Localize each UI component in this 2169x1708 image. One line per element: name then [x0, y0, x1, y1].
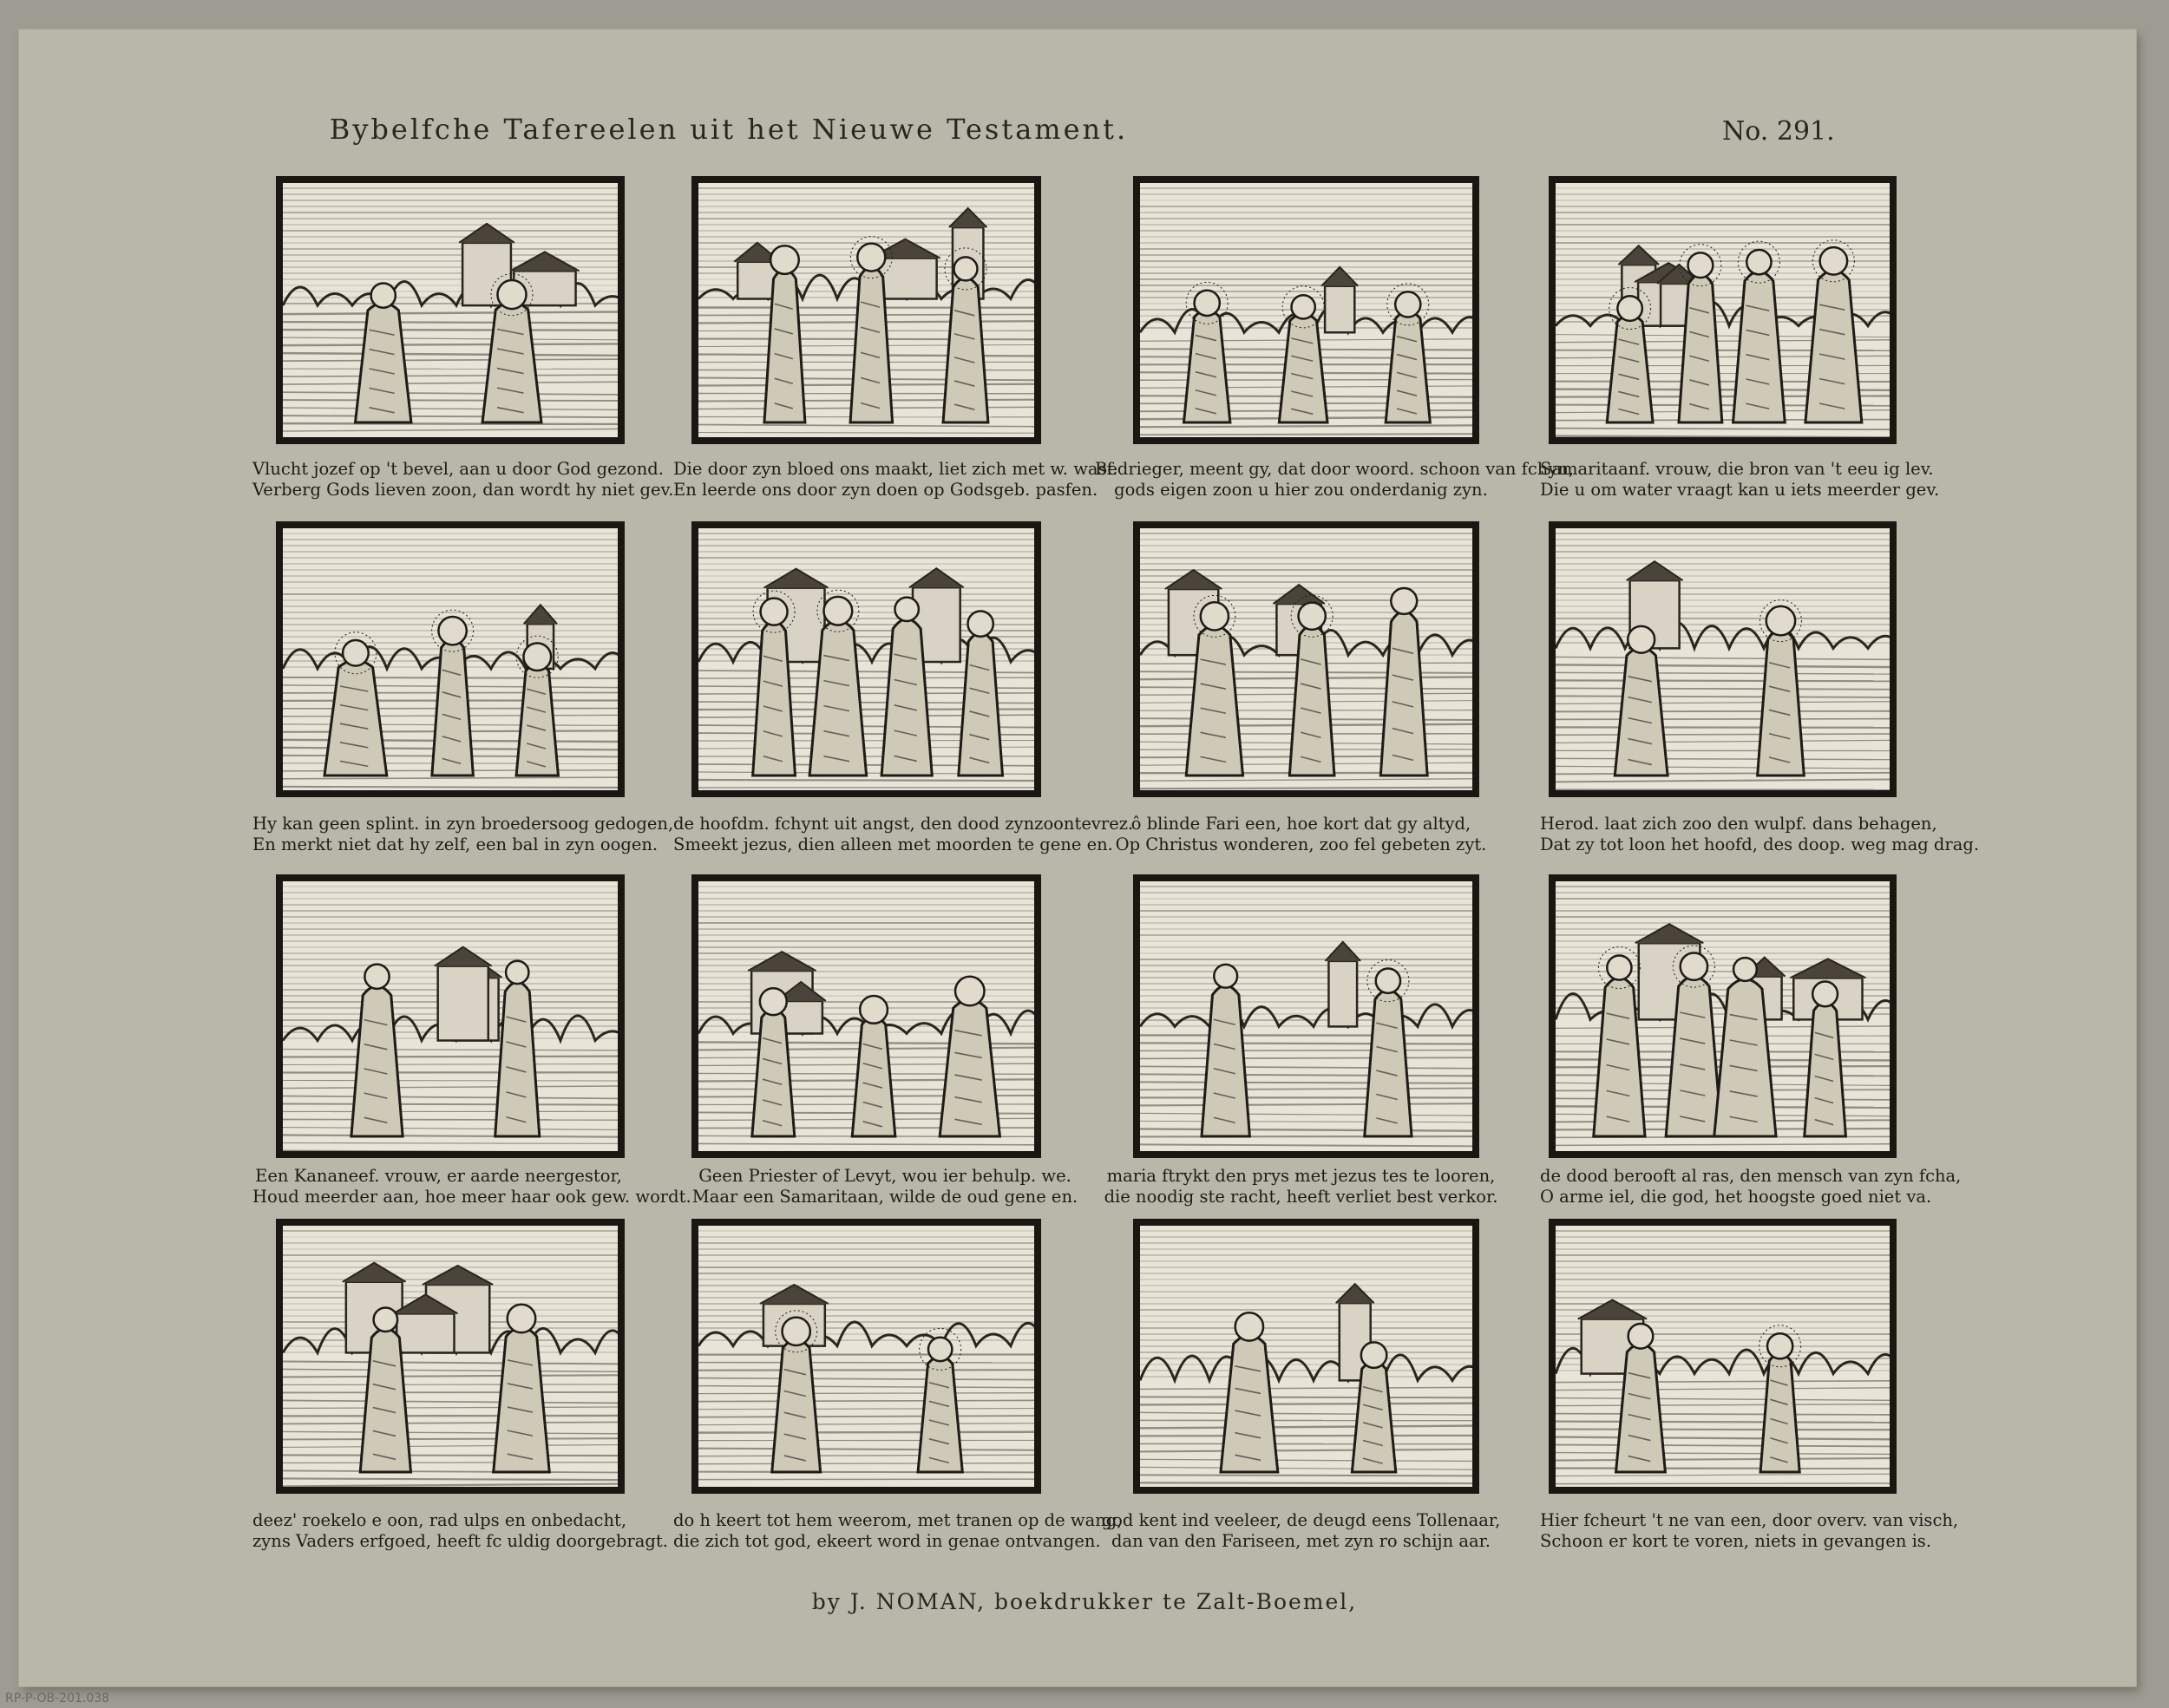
woodcut-panel — [1133, 1219, 1479, 1494]
caption-line: Hy kan geen splint. in zyn broedersoog gedogen, — [252, 814, 674, 834]
panel-caption — [252, 1166, 691, 1207]
sheet-number: No. 291. — [1722, 116, 1835, 147]
panel-caption — [673, 1510, 1123, 1552]
woodcut-panel — [1549, 176, 1897, 444]
caption-line: do h keert tot hem weerom, met tranen op de wang, — [673, 1510, 1123, 1530]
archive-mark: RP-P-OB-201.038 — [5, 1692, 110, 1705]
woodcut-panel — [276, 1219, 625, 1494]
caption-line: die noodig ste racht, heeft verliet best verkor. — [1104, 1187, 1498, 1207]
woodcut-panel — [1133, 874, 1479, 1158]
woodcut-panel — [1549, 1219, 1897, 1494]
panel-caption — [673, 1166, 1097, 1207]
caption-line: die zich tot god, ekeert word in genae ontvangen. — [673, 1531, 1101, 1551]
sheet-title: Bybelfche Tafereelen uit het Nieuwe Testament. — [329, 113, 1129, 146]
woodcut-panel — [276, 176, 625, 444]
caption-line: En leerde ons door zyn doen op Godsgeb. pasfen. — [673, 480, 1098, 500]
caption-line: dan van den Fariseen, met zyn ro schijn aar. — [1111, 1531, 1491, 1551]
panel-caption — [1095, 1510, 1507, 1552]
panel-caption — [673, 814, 1134, 855]
caption-line: Die u om water vraagt kan u iets meerder gev. — [1540, 480, 1940, 500]
caption-line: Maar een Samaritaan, wilde de oud gene en. — [691, 1187, 1078, 1207]
woodcut-panel — [691, 874, 1041, 1158]
panel-caption — [252, 1510, 668, 1552]
woodcut-panel — [691, 521, 1041, 797]
woodcut-panel — [276, 874, 625, 1158]
woodcut-panel — [691, 176, 1041, 444]
caption-line: Op Christus wonderen, zoo fel gebeten zyt. — [1115, 834, 1487, 854]
caption-line: En merkt niet dat hy zelf, een bal in zyn oogen. — [252, 834, 659, 854]
caption-line: O arme iel, die god, het hoogste goed niet va. — [1540, 1187, 1932, 1207]
caption-line: maria ftrykt den prys met jezus tes te looren, — [1106, 1166, 1496, 1186]
caption-line: Houd meerder aan, hoe meer haar ook gew. wordt. — [252, 1187, 691, 1207]
caption-line: Herod. laat zich zoo den wulpf. dans behagen, — [1540, 814, 1937, 834]
woodcut-panel — [276, 521, 625, 797]
caption-line: Dat zy tot loon het hoofd, des doop. weg mag drag. — [1540, 834, 1980, 854]
caption-line: Verberg Gods lieven zoon, dan wordt hy niet gev. — [252, 480, 674, 500]
woodcut-panel — [1133, 521, 1479, 797]
caption-line: Die door zyn bloed ons maakt, liet zich met w. wasf. — [673, 459, 1118, 479]
panel-caption — [1540, 1510, 1959, 1552]
caption-line: Smeekt jezus, dien alleen met moorden te gene en. — [673, 834, 1113, 854]
panel-caption — [1095, 459, 1575, 501]
caption-line: Bedrieger, meent gy, dat door woord. schoon van fchyn, — [1095, 459, 1575, 479]
printer-imprint: by J. NOMAN, boekdrukker te Zalt-Boemel, — [811, 1589, 1358, 1614]
caption-line: zyns Vaders erfgoed, heeft fc uldig doorgebragt. — [252, 1531, 668, 1551]
woodcut-panel — [691, 1219, 1041, 1494]
caption-line: Een Kananeef. vrouw, er aarde neergestor, — [255, 1166, 622, 1186]
woodcut-panel — [1549, 874, 1897, 1158]
woodcut-panel — [1549, 521, 1897, 797]
panel-caption — [1540, 814, 1980, 855]
panel-caption — [1540, 459, 1940, 501]
caption-line: Samaritaanf. vrouw, die bron van 't eeu ig lev. — [1540, 459, 1934, 479]
caption-line: de hoofdm. fchynt uit angst, den dood zynzoontevrez. — [673, 814, 1134, 834]
panel-caption — [1095, 1166, 1507, 1207]
caption-line: ô blinde Fari een, hoe kort dat gy altyd, — [1130, 814, 1471, 834]
caption-line: gods eigen zoon u hier zou onderdanig zyn. — [1114, 480, 1488, 500]
panel-caption — [252, 459, 674, 501]
caption-line: de dood berooft al ras, den mensch van zyn fcha, — [1540, 1166, 1962, 1186]
panel-caption — [673, 459, 1118, 501]
panel-caption — [1540, 1166, 1962, 1207]
woodcut-panel — [1133, 176, 1479, 444]
caption-line: Hier fcheurt 't ne van een, door overv. van visch, — [1540, 1510, 1959, 1530]
caption-line: god kent ind veeleer, de deugd eens Tollenaar, — [1101, 1510, 1501, 1530]
panel-caption — [1095, 814, 1507, 855]
caption-line: Geen Priester of Levyt, wou ier behulp. we. — [698, 1166, 1071, 1186]
caption-line: Vlucht jozef op 't bevel, aan u door God gezond. — [252, 459, 664, 479]
caption-line: Schoon er kort te voren, niets in gevangen is. — [1540, 1531, 1932, 1551]
caption-line: deez' roekelo e oon, rad ulps en onbedacht, — [252, 1510, 627, 1530]
panel-caption — [252, 814, 674, 855]
